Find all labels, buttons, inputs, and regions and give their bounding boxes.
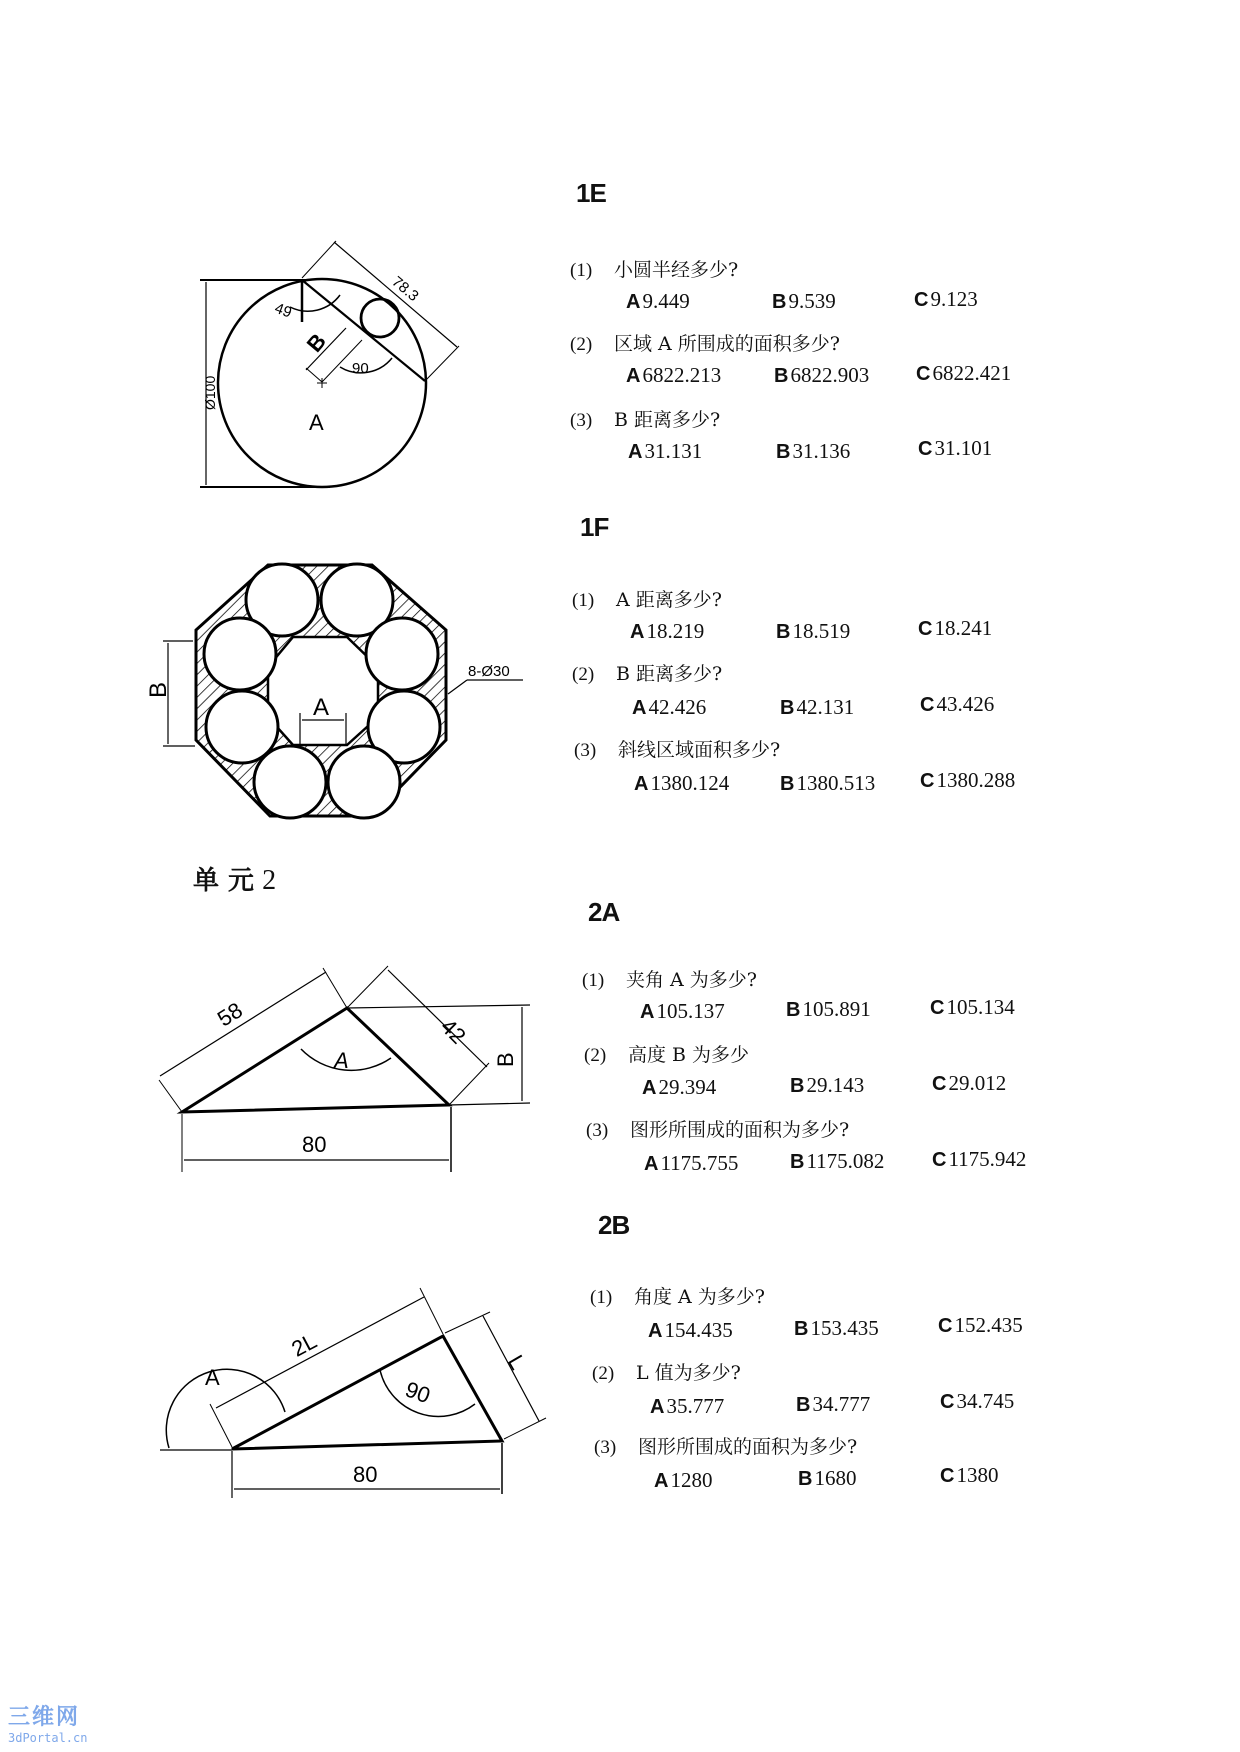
- fig2b-short-l: L: [502, 1350, 531, 1374]
- question-1f-3: (3) 斜线区域面积多少?: [574, 739, 781, 761]
- option-1f-1-c[interactable]: C18.241: [918, 616, 993, 640]
- unit-heading-number: 2: [262, 865, 277, 896]
- question-1e-1: (1) 小圆半经多少?: [570, 259, 739, 281]
- option-1e-2-a[interactable]: A6822.213: [626, 363, 722, 387]
- section-title-2b: 2B: [598, 1210, 630, 1240]
- question-1f-2: (2) B 距离多少?: [572, 663, 723, 685]
- fig2b-long-2l: 2L: [287, 1328, 321, 1362]
- figure-1f: [140, 550, 540, 840]
- option-2a-1-c[interactable]: C105.134: [930, 995, 1015, 1019]
- option-1f-2-a[interactable]: A42.426: [632, 695, 707, 719]
- option-1e-1-b[interactable]: B9.539: [772, 289, 836, 313]
- watermark-logo: [8, 1700, 87, 1745]
- question-2a-2: (2) 高度 B 为多少: [584, 1044, 750, 1066]
- option-1f-3-c[interactable]: C1380.288: [920, 768, 1016, 792]
- option-1e-1-c[interactable]: C9.123: [914, 287, 978, 311]
- option-2a-3-a[interactable]: A1175.755: [644, 1151, 739, 1175]
- option-2a-2-c[interactable]: C29.012: [932, 1071, 1007, 1095]
- option-1e-3-a[interactable]: A31.131: [628, 439, 703, 463]
- fig2a-side-42: 42: [435, 1013, 471, 1049]
- unit-heading-label: 单 元: [193, 866, 255, 896]
- fig1e-angle-90: 90: [352, 360, 369, 377]
- section-title-2a: 2A: [588, 897, 620, 927]
- fig1e-angle-49: 49: [272, 299, 294, 322]
- question-2b-3: (3) 图形所围成的面积为多少?: [594, 1436, 858, 1458]
- option-1f-2-b[interactable]: B42.131: [780, 695, 855, 719]
- question-2b-1: (1) 角度 A 为多少?: [590, 1286, 765, 1308]
- option-2b-3-c[interactable]: C1380: [940, 1463, 999, 1487]
- question-1f-1: (1) A 距离多少?: [572, 589, 722, 611]
- watermark-url: 3dPortal.cn: [8, 1731, 88, 1745]
- option-2b-3-a[interactable]: A1280: [654, 1468, 713, 1492]
- figure-2b: [150, 1280, 570, 1520]
- fig1e-chord-78: 78.3: [388, 273, 422, 305]
- question-2a-3: (3) 图形所围成的面积为多少?: [586, 1119, 850, 1141]
- option-1e-3-c[interactable]: C31.101: [918, 436, 993, 460]
- fig1f-label-a: A: [313, 694, 330, 721]
- fig1e-diameter: Ø100: [202, 375, 218, 410]
- option-1f-1-b[interactable]: B18.519: [776, 619, 851, 643]
- question-1e-3: (3) B 距离多少?: [570, 409, 721, 431]
- fig1e-label-b: B: [301, 328, 332, 357]
- option-1f-1-a[interactable]: A18.219: [630, 619, 705, 643]
- option-2a-2-a[interactable]: A29.394: [642, 1075, 717, 1099]
- fig2b-right-90: 90: [402, 1376, 434, 1409]
- fig1e-label-a: A: [309, 410, 324, 435]
- option-2b-2-c[interactable]: C34.745: [940, 1389, 1015, 1413]
- question-2a-1: (1) 夹角 A 为多少?: [582, 969, 757, 991]
- option-1f-3-a[interactable]: A1380.124: [634, 771, 730, 795]
- option-2b-1-a[interactable]: A154.435: [648, 1318, 733, 1342]
- section-title-1e: 1E: [576, 178, 606, 208]
- option-1e-2-b[interactable]: B6822.903: [774, 363, 870, 387]
- option-2a-1-a[interactable]: A105.137: [640, 999, 725, 1023]
- fig2b-angle-a: A: [205, 1365, 220, 1390]
- option-1e-2-c[interactable]: C6822.421: [916, 361, 1012, 385]
- option-1e-3-b[interactable]: B31.136: [776, 439, 851, 463]
- question-2b-2: (2) L 值为多少?: [592, 1362, 741, 1384]
- option-2a-2-b[interactable]: B29.143: [790, 1073, 865, 1097]
- fig1f-label-b: B: [145, 681, 172, 698]
- option-2b-3-b[interactable]: B1680: [798, 1466, 857, 1490]
- option-2a-3-c[interactable]: C1175.942: [932, 1147, 1027, 1171]
- figure-2a: [150, 950, 550, 1180]
- fig2a-height-b: B: [493, 1052, 518, 1067]
- option-2b-1-b[interactable]: B153.435: [794, 1316, 879, 1340]
- option-2b-1-c[interactable]: C152.435: [938, 1313, 1023, 1337]
- question-1e-2: (2) 区域 A 所围成的面积多少?: [570, 333, 840, 355]
- fig2a-side-58: 58: [212, 997, 247, 1032]
- fig2a-base-80: 80: [302, 1132, 327, 1157]
- fig2a-angle-a: A: [334, 1048, 349, 1073]
- option-2b-2-b[interactable]: B34.777: [796, 1392, 871, 1416]
- option-1f-2-c[interactable]: C43.426: [920, 692, 995, 716]
- figure-1e: [170, 225, 480, 505]
- watermark-title: 三维网: [8, 1705, 81, 1730]
- fig1f-circle-spec: 8-Ø30: [468, 663, 510, 680]
- option-2a-1-b[interactable]: B105.891: [786, 997, 871, 1021]
- option-2b-2-a[interactable]: A35.777: [650, 1394, 725, 1418]
- section-title-1f: 1F: [580, 512, 609, 542]
- option-1f-3-b[interactable]: B1380.513: [780, 771, 876, 795]
- option-2a-3-b[interactable]: B1175.082: [790, 1149, 885, 1173]
- unit-heading: [193, 860, 276, 897]
- option-1e-1-a[interactable]: A9.449: [626, 289, 690, 313]
- fig2b-base-80: 80: [353, 1462, 378, 1487]
